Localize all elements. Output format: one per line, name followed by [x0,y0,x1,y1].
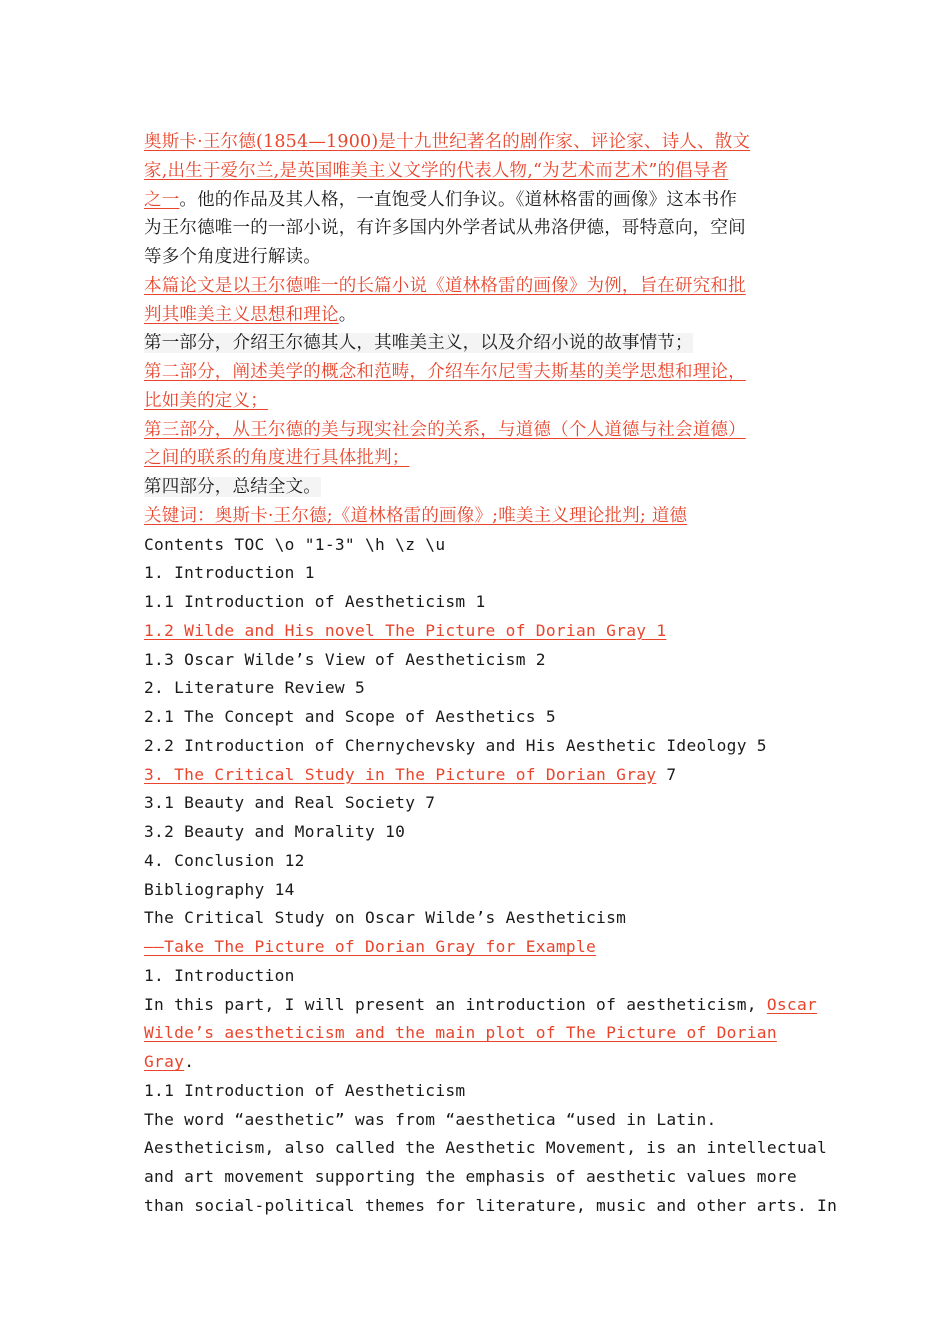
toc-entry[interactable] [144,761,814,790]
toc-entry[interactable]: 2. Literature Review 5 [144,678,366,698]
paragraph-line [144,1048,814,1077]
body-text: 第一部分，介绍王尔德其人，其唯美主义，以及介绍小说的故事情节； [144,333,693,354]
toc-entry[interactable]: 1.3 Oscar Wilde’s View of Aestheticism 2 [144,649,546,669]
highlighted-text: 奥斯卡·王尔德(1854—1900)是十九世纪著名的剧作家、评论家、诗人、散文 [144,132,751,152]
abstract-line [144,157,814,186]
toc-entry[interactable]: 3.2 Beauty and Morality 10 [144,822,406,841]
abstract-line [144,416,814,445]
toc-link[interactable]: 3. The Critical Study in The Picture of Dorian Gray [144,764,657,784]
paragraph-line: Aestheticism, also called the Aesthetic Movement, is an intellectual [144,1138,828,1158]
paper-title: The Critical Study on Oscar Wilde’s Aestheticism [144,908,627,928]
abstract-line [144,444,814,473]
abstract-line [144,329,814,358]
paragraph-line: and art movement supporting the emphasis of aesthetic values more [144,1167,797,1186]
body-text: 。他的作品及其人格，一直饱受人们争议。《道林格雷的画像》这本书作 [179,189,738,210]
abstract-line [144,128,814,157]
paper-subtitle [144,933,814,962]
highlighted-text: 之间的联系的角度进行具体批判； [144,448,410,469]
body-text: . [184,1052,195,1071]
toc-entry[interactable] [144,617,814,646]
highlighted-text: Gray [144,1052,185,1071]
body-text: In this part, I will present an introduction of aestheticism, [144,994,767,1014]
toc-entry[interactable]: 1.1 Introduction of Aestheticism 1 [144,592,486,611]
keywords-line [144,502,814,531]
toc-page-number: 7 [666,764,677,784]
highlighted-text: 判其唯美主义思想和理论 [144,304,339,325]
highlighted-text: 之一 [144,189,180,210]
body-text: 第四部分，总结全文。 [144,477,321,497]
body-text: 。 [338,304,357,325]
keywords: 关键词：奥斯卡·王尔德;《道林格雷的画像》;唯美主义理论批判; 道德 [144,505,688,526]
highlighted-text: 比如美的定义； [144,390,268,411]
highlighted-text: ——Take The Picture of Dorian Gray for Example [144,937,597,956]
highlighted-text: Oscar [766,994,818,1014]
highlighted-text: 本篇论文是以王尔德唯一的长篇小说《道林格雷的画像》为例，旨在研究和批 [144,275,746,296]
paragraph-line [144,991,818,1020]
toc-entry[interactable]: 4. Conclusion 12 [144,850,305,870]
toc-entry[interactable]: 3.1 Beauty and Real Society 7 [144,793,436,813]
highlighted-text: 家,出生于爱尔兰,是英国唯美主义文学的代表人物,“为艺术而艺术”的倡导者 [144,160,729,181]
abstract-line [144,473,814,502]
abstract-line: 等多个角度进行解读。 [144,247,321,267]
section-heading: 1. Introduction [144,965,295,985]
abstract-line [144,186,814,215]
toc-link[interactable]: 1.2 Wilde and His novel The Picture of Dorian Gray 1 [144,620,667,640]
toc-entry[interactable]: Bibliography 14 [144,879,295,899]
abstract-line [144,301,814,330]
toc-entry[interactable]: 1. Introduction 1 [144,563,315,583]
toc-entry[interactable]: 2.1 The Concept and Scope of Aesthetics 5 [144,707,556,726]
document-page [144,128,838,1221]
abstract-line [144,358,814,387]
toc-entry[interactable]: 2.2 Introduction of Chernychevsky and His Aesthetic Ideology 5 [144,735,767,755]
paragraph-line: The word “aesthetic” was from “aesthetica “used in Latin. [144,1109,717,1129]
highlighted-text: Wilde’s aestheticism and the main plot of The Picture of Dorian [144,1023,777,1043]
abstract-line [144,272,814,301]
paragraph-line [144,1019,814,1048]
highlighted-text: 第二部分，阐述美学的概念和范畴，介绍车尔尼雪夫斯基的美学思想和理论， [144,362,746,382]
abstract-line: 为王尔德唯一的一部小说，有许多国内外学者试从弗洛伊德，哥特意向，空间 [144,218,746,239]
paragraph-line: than social-political themes for literature, music and other arts. In [144,1195,838,1215]
section-heading: 1.1 Introduction of Aestheticism [144,1080,466,1100]
highlighted-text: 第三部分，从王尔德的美与现实社会的关系，与道德（个人道德与社会道德） [144,419,746,440]
toc-field-code: Contents TOC \o "1-3" \h \z \u [144,534,446,554]
abstract-line [144,387,814,416]
